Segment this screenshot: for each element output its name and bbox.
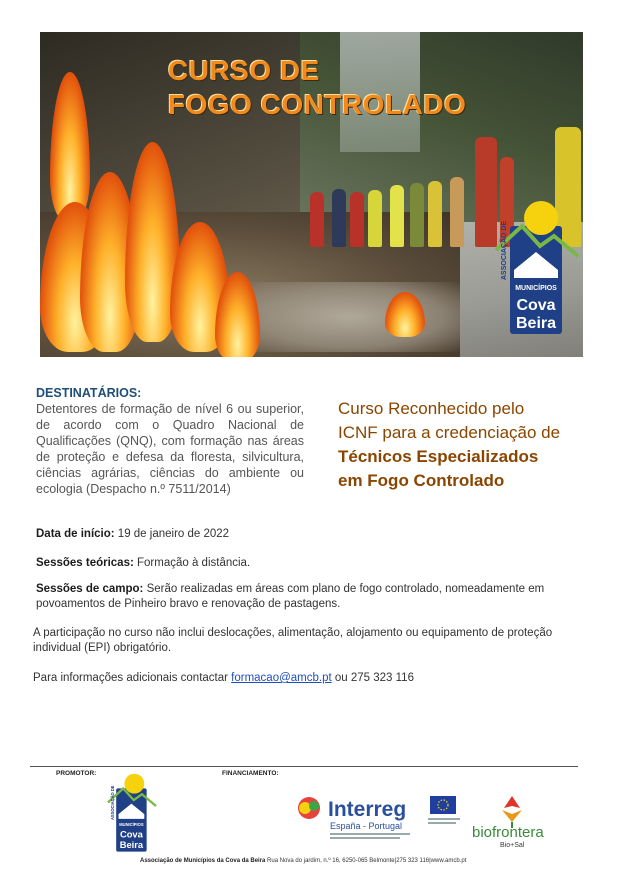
course-title-line1: CURSO DE [168,55,320,86]
interreg-logo [296,792,462,842]
accreditation-bold1: Técnicos Especializados [338,447,539,466]
promotor-logo-top: ASSOCIAÇÃO DE [109,785,115,821]
contact-prefix: Para informações adicionais contactar [33,672,232,684]
interreg-name: Interreg [328,798,407,821]
logo-top-text: ASSOCIAÇÃO DE [501,220,508,280]
recipients-section [36,385,304,497]
promotor-logo-name1: Cova [119,829,143,840]
promotor-logo-name2: Beira [119,840,144,851]
biofrontera-logo [472,792,552,850]
start-date-label: Data de início: [36,528,115,540]
field-sessions-value: Serão realizadas em áreas com plano de fogo controlado, nomeadamente em povoamentos de Pinheiro bravo e renovação de pastagens. [36,583,545,610]
biofrontera-leaf-icon [504,796,520,808]
contact-line [33,671,593,686]
biofrontera-name: biofrontera [472,824,544,841]
firefighter [310,192,324,247]
theory-sessions-label: Sessões teóricas: [36,557,134,569]
field-sessions-label: Sessões de campo: [36,583,144,595]
firefighter [368,190,382,247]
firefighter [390,185,404,247]
burnt-ash [240,282,460,352]
field-sessions [36,582,596,612]
recipients-heading: DESTINATÁRIOS: [36,386,142,400]
firefighter [332,189,346,247]
recipients-text: Detentores de formação de nível 6 ou superior, de acordo com o Quadro Nacional de Qualificações (QNQ), com formação nas áreas de proteção e defesa da floresta, silvicultura, ciências agrárias, ciências do ambiente ou ecologia (Despacho n.º 7511/2014) [36,402,304,496]
theory-sessions-value: Formação à distância. [133,557,251,569]
firefighter [428,181,442,247]
contact-email-link[interactable]: formacao@amcb.pt [231,672,332,684]
accreditation-line2: ICNF para a credenciação de [338,423,561,442]
logo-mid-text: MUNICÍPIOS [515,285,557,292]
financiamento-label: FINANCIAMENTO: [222,770,279,777]
promotor-logo-mid: MUNICÍPIOS [119,821,144,827]
amcb-logo [494,198,580,338]
footer-org: Associação de Municípios da Cova da Beira [140,858,266,864]
firefighter [410,183,424,247]
accreditation-bold2: em Fogo Controlado [338,471,505,490]
biofrontera-subtitle: Bio+Sal [500,842,525,849]
footer-details: Rua Nova do jardim, n.º 16, 6250-065 Belmonte|275 323 116|www.amcb.pt [265,858,467,864]
promotor-label: PROMOTOR: [56,770,97,777]
eu-flag-icon [430,796,456,814]
firefighter [350,192,364,247]
course-title-line2: FOGO CONTROLADO [168,89,467,120]
contact-suffix: ou 275 323 116 [331,672,414,684]
logo-name-line2: Beira [515,315,557,332]
theory-sessions [36,556,596,571]
interreg-subtitle: España - Portugal [330,821,403,831]
course-title [168,54,466,122]
participation-note: A participação no curso não inclui deslocações, alimentação, alojamento ou equipamento de proteção individual (EPI) obrigatório. [33,627,553,654]
firefighter [450,177,464,247]
logo-name-line1: Cova [516,297,556,314]
footer-divider [30,766,578,767]
accreditation-line1: Curso Reconhecido pelo [338,399,525,418]
start-date-value: 19 de janeiro de 2022 [114,528,230,540]
promotor-logo [104,772,160,854]
accreditation-note [338,397,598,493]
start-date [36,527,596,542]
footer-address [140,858,580,864]
